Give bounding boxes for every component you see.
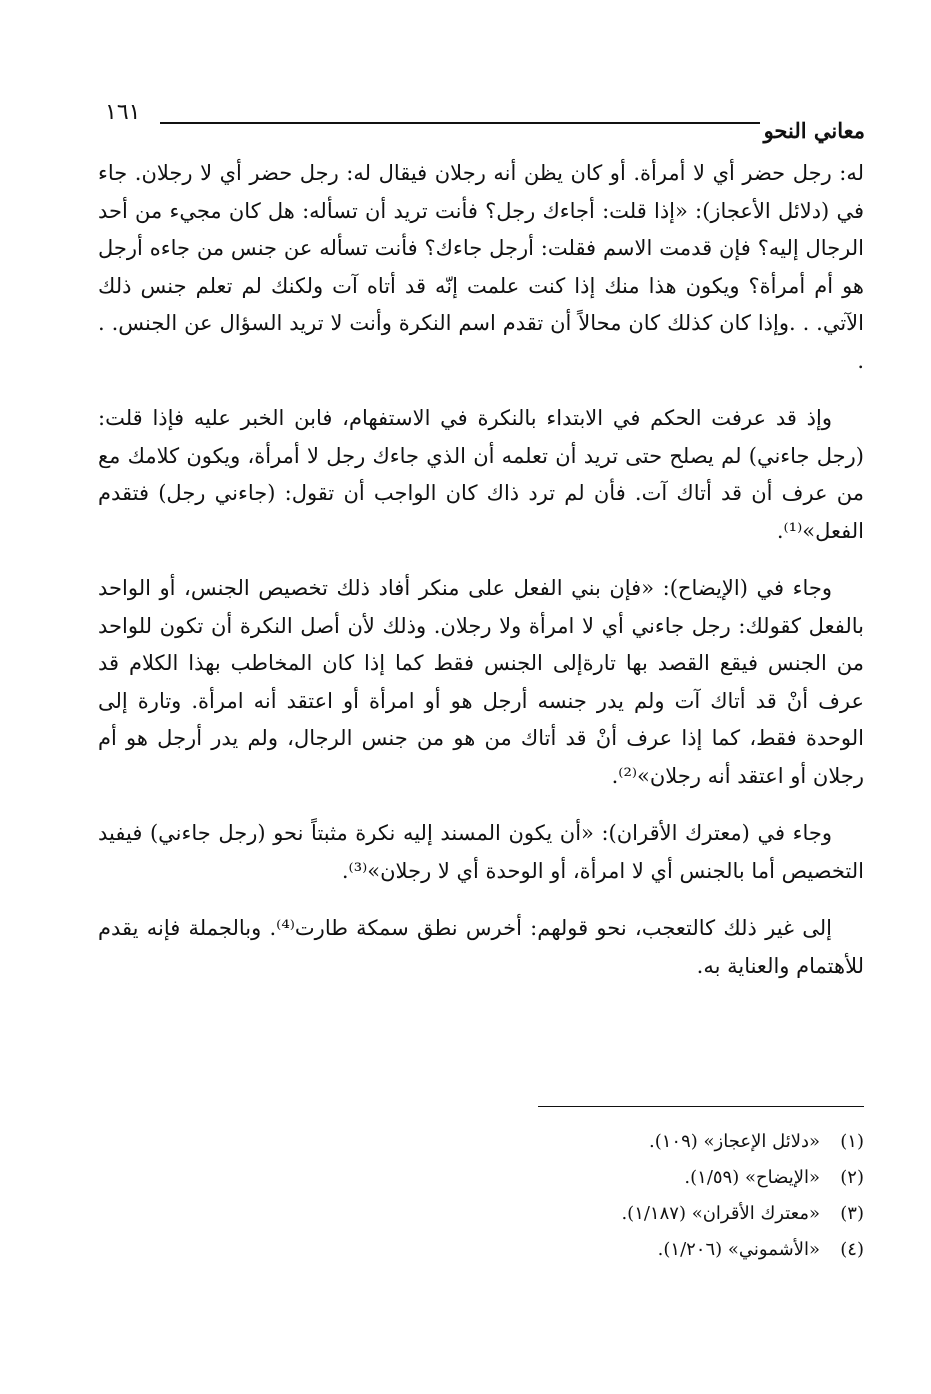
footnote-2 (98, 1160, 864, 1196)
paragraph-5: إلى غير ذلك كالتعجب، نحو قولهم: أخرس نطق سمكة طارت⁽⁴⁾. وبالجملة فإنه يقدم للأهتمام والعناية به. (98, 916, 864, 978)
paragraph-1: له: رجل حضر أي لا أمرأة. أو كان يظن أنه رجلان فيقال له: رجل حضر أي لا رجلان. جاء في (دلائل الأعجاز): «إذا قلت: أجاءك رجل؟ فأنت تريد أن تسأله: هل كان مجيء من أحد الرجال إليه؟ فإن قدمت الاسم فقلت: أرجل جاءك؟ فأنت تسأله عن جنس من جاءه أرجل هو أم أمرأة؟ ويكون هذا منك إذا كنت علمت إنّه قد أتاه آت ولكنك لم تعلم جنس ذلك الآتي. . .وإذا كان كذلك كان محالاً أن تقدم اسم النكرة وأنت لا تريد السؤال عن الجنس. . . (98, 161, 864, 373)
footnote-number: (٤) (840, 1239, 864, 1260)
paragraph-2: وإذ قد عرفت الحكم في الابتداء بالنكرة في الاستفهام، فابن الخبر عليه فإذا قلت: (رجل جاءني) لم يصلح حتى تريد أن تعلمه أن الذي جاءك رجل لا أمرأة، ويكون كلامك مع من عرف أن قد أتاك آت. فأن لم ترد ذاك كان الواجب أن تقول: (جاءني رجل) فتقدم الفعل»⁽¹⁾. (98, 406, 864, 543)
page-number: ١٦١ (105, 100, 141, 125)
footnote-text: «دلائل الإعجاز» (١٠٩). (649, 1131, 820, 1152)
footnote-text: «معترك الأقران» (١/١٨٧). (621, 1203, 820, 1224)
footnotes (98, 1124, 864, 1268)
footnote-number: (٣) (840, 1203, 864, 1224)
footnote-rule (538, 1106, 864, 1107)
footnote-text: «الإيضاح» (١/٥٩). (684, 1167, 820, 1188)
footnote-text: «الأشموني» (١/٢٠٦). (657, 1239, 820, 1260)
footnote-number: (٢) (840, 1167, 864, 1188)
paragraph-3: وجاء في (الإيضاح): «فإن بني الفعل على منكر أفاد ذلك تخصيص الجنس، أو الواحد بالفعل كقولك: رجل جاءني أي لا امرأة ولا رجلان. وذلك لأن أصل النكرة أن تكون للواحد من الجنس فيقع القصد بها تارةإلى الجنس فقط كما إذا كان المخاطب بهذا الكلام قد عرف أنْ قد أتاك آت ولم يدر جنسه أرجل هو أو امرأة أو اعتقد أنه امرأة. وتارة إلى الوحدة فقط، كما إذا عرف أنْ قد أتاك من هو من جنس الرجال، ولم يدر أرجل هو أم رجلان أو اعتقد أنه رجلان»⁽²⁾. (98, 576, 865, 788)
footnote-4 (98, 1232, 864, 1268)
body-text (98, 155, 864, 1005)
running-title: معاني النحو (763, 118, 865, 143)
page-header (95, 96, 865, 146)
footnote-3 (98, 1196, 864, 1232)
paragraph-4: وجاء في (معترك الأقران): «أن يكون المسند إليه نكرة مثبتاً نحو (رجل جاءني) فيفيد التخصيص أما بالجنس أي لا امرأة، أو الوحدة أي لا رجلان»⁽³⁾. (98, 821, 864, 883)
footnote-1 (98, 1124, 864, 1160)
footnote-number: (١) (840, 1131, 864, 1152)
header-rule (160, 122, 760, 124)
